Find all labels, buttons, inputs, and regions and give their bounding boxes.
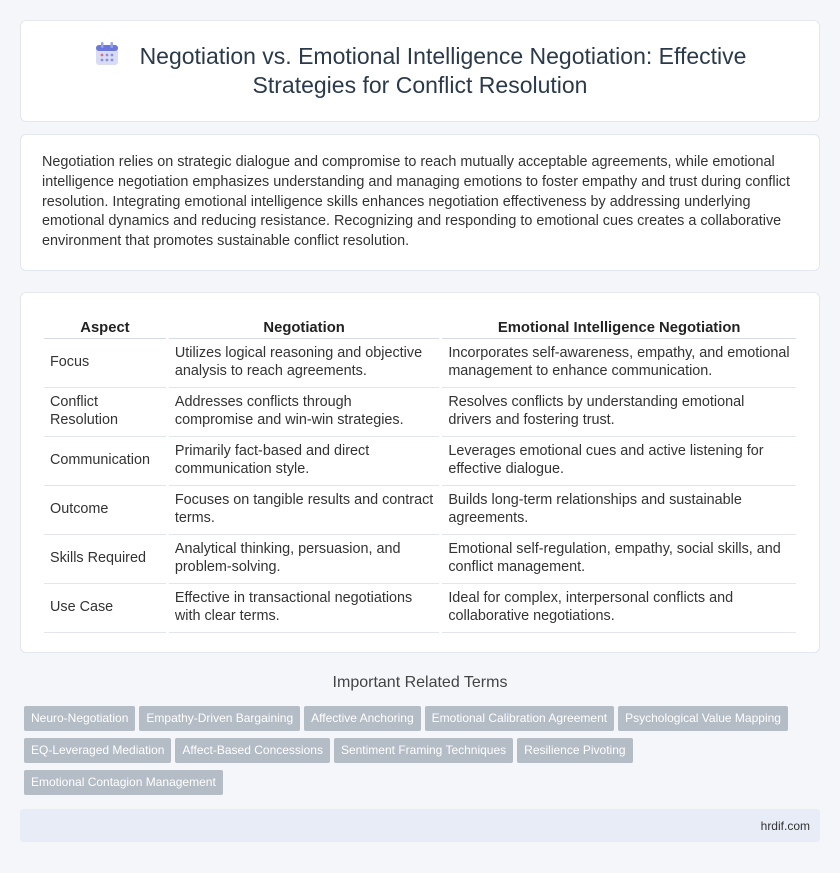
cell-ei-negotiation: Ideal for complex, interpersonal conflicts and collaborative negotiations. xyxy=(442,584,796,633)
cell-ei-negotiation: Incorporates self-awareness, empathy, and emotional management to enhance communication. xyxy=(442,339,796,388)
comparison-table xyxy=(41,313,799,633)
cell-negotiation: Focuses on tangible results and contract terms. xyxy=(169,486,439,535)
related-term-tag[interactable]: Psychological Value Mapping xyxy=(618,706,788,731)
related-term-tag[interactable]: Empathy-Driven Bargaining xyxy=(139,706,300,731)
title-line-1: Negotiation vs. Emotional Intelligence Negotiation: Effective xyxy=(139,43,747,69)
related-term-tag[interactable]: Emotional Calibration Agreement xyxy=(425,706,614,731)
related-term-tag[interactable]: Resilience Pivoting xyxy=(517,738,632,763)
summary-card xyxy=(20,134,820,271)
comparison-card xyxy=(20,292,820,653)
table-row xyxy=(44,535,796,584)
related-terms-title: Important Related Terms xyxy=(332,674,508,691)
related-terms-list xyxy=(24,706,824,802)
cell-ei-negotiation: Builds long-term relationships and sustainable agreements. xyxy=(442,486,796,535)
page-title xyxy=(21,41,819,100)
footer-site: hrdif.com xyxy=(760,819,810,833)
cell-aspect: Focus xyxy=(44,339,166,388)
related-term-tag[interactable]: Affective Anchoring xyxy=(304,706,421,731)
related-term-tag[interactable]: EQ-Leveraged Mediation xyxy=(24,738,171,763)
cell-ei-negotiation: Resolves conflicts by understanding emotional drivers and fostering trust. xyxy=(442,388,796,437)
header-aspect: Aspect xyxy=(44,313,166,339)
table-header-row xyxy=(44,313,796,339)
table-row xyxy=(44,437,796,486)
summary-text: Negotiation relies on strategic dialogue and compromise to reach mutually acceptable agreements, while emotional intelligence negotiation emphasizes understanding and managing emotions to foster empathy and trust during conflict resolution. Integrating emotional intelligence skills enhances negotiation effectiveness by addressing underlying emotional dynamics and reducing resistance. Recognizing and responding to emotional cues creates a collaborative environment that promotes sustainable conflict resolution. xyxy=(42,154,790,250)
header-card xyxy=(20,20,820,122)
cell-negotiation: Primarily fact-based and direct communication style. xyxy=(169,437,439,486)
related-term-tag[interactable]: Neuro-Negotiation xyxy=(24,706,135,731)
cell-ei-negotiation: Emotional self-regulation, empathy, social skills, and conflict management. xyxy=(442,535,796,584)
title-line-2: Strategies for Conflict Resolution xyxy=(252,72,588,98)
cell-negotiation: Addresses conflicts through compromise and win-win strategies. xyxy=(169,388,439,437)
footer xyxy=(20,809,820,842)
cell-aspect: Outcome xyxy=(44,486,166,535)
cell-negotiation: Effective in transactional negotiations with clear terms. xyxy=(169,584,439,633)
header-negotiation: Negotiation xyxy=(169,313,439,339)
related-term-tag[interactable]: Emotional Contagion Management xyxy=(24,770,223,795)
table-row xyxy=(44,339,796,388)
cell-aspect: Communication xyxy=(44,437,166,486)
cell-aspect: Use Case xyxy=(44,584,166,633)
header-ei-negotiation: Emotional Intelligence Negotiation xyxy=(442,313,796,339)
table-row xyxy=(44,584,796,633)
cell-negotiation: Analytical thinking, persuasion, and problem-solving. xyxy=(169,535,439,584)
cell-aspect: Conflict Resolution xyxy=(44,388,166,437)
calendar-icon xyxy=(94,41,120,67)
table-row xyxy=(44,486,796,535)
cell-aspect: Skills Required xyxy=(44,535,166,584)
cell-negotiation: Utilizes logical reasoning and objective analysis to reach agreements. xyxy=(169,339,439,388)
cell-ei-negotiation: Leverages emotional cues and active listening for effective dialogue. xyxy=(442,437,796,486)
related-term-tag[interactable]: Affect-Based Concessions xyxy=(175,738,330,763)
related-term-tag[interactable]: Sentiment Framing Techniques xyxy=(334,738,513,763)
table-row xyxy=(44,388,796,437)
